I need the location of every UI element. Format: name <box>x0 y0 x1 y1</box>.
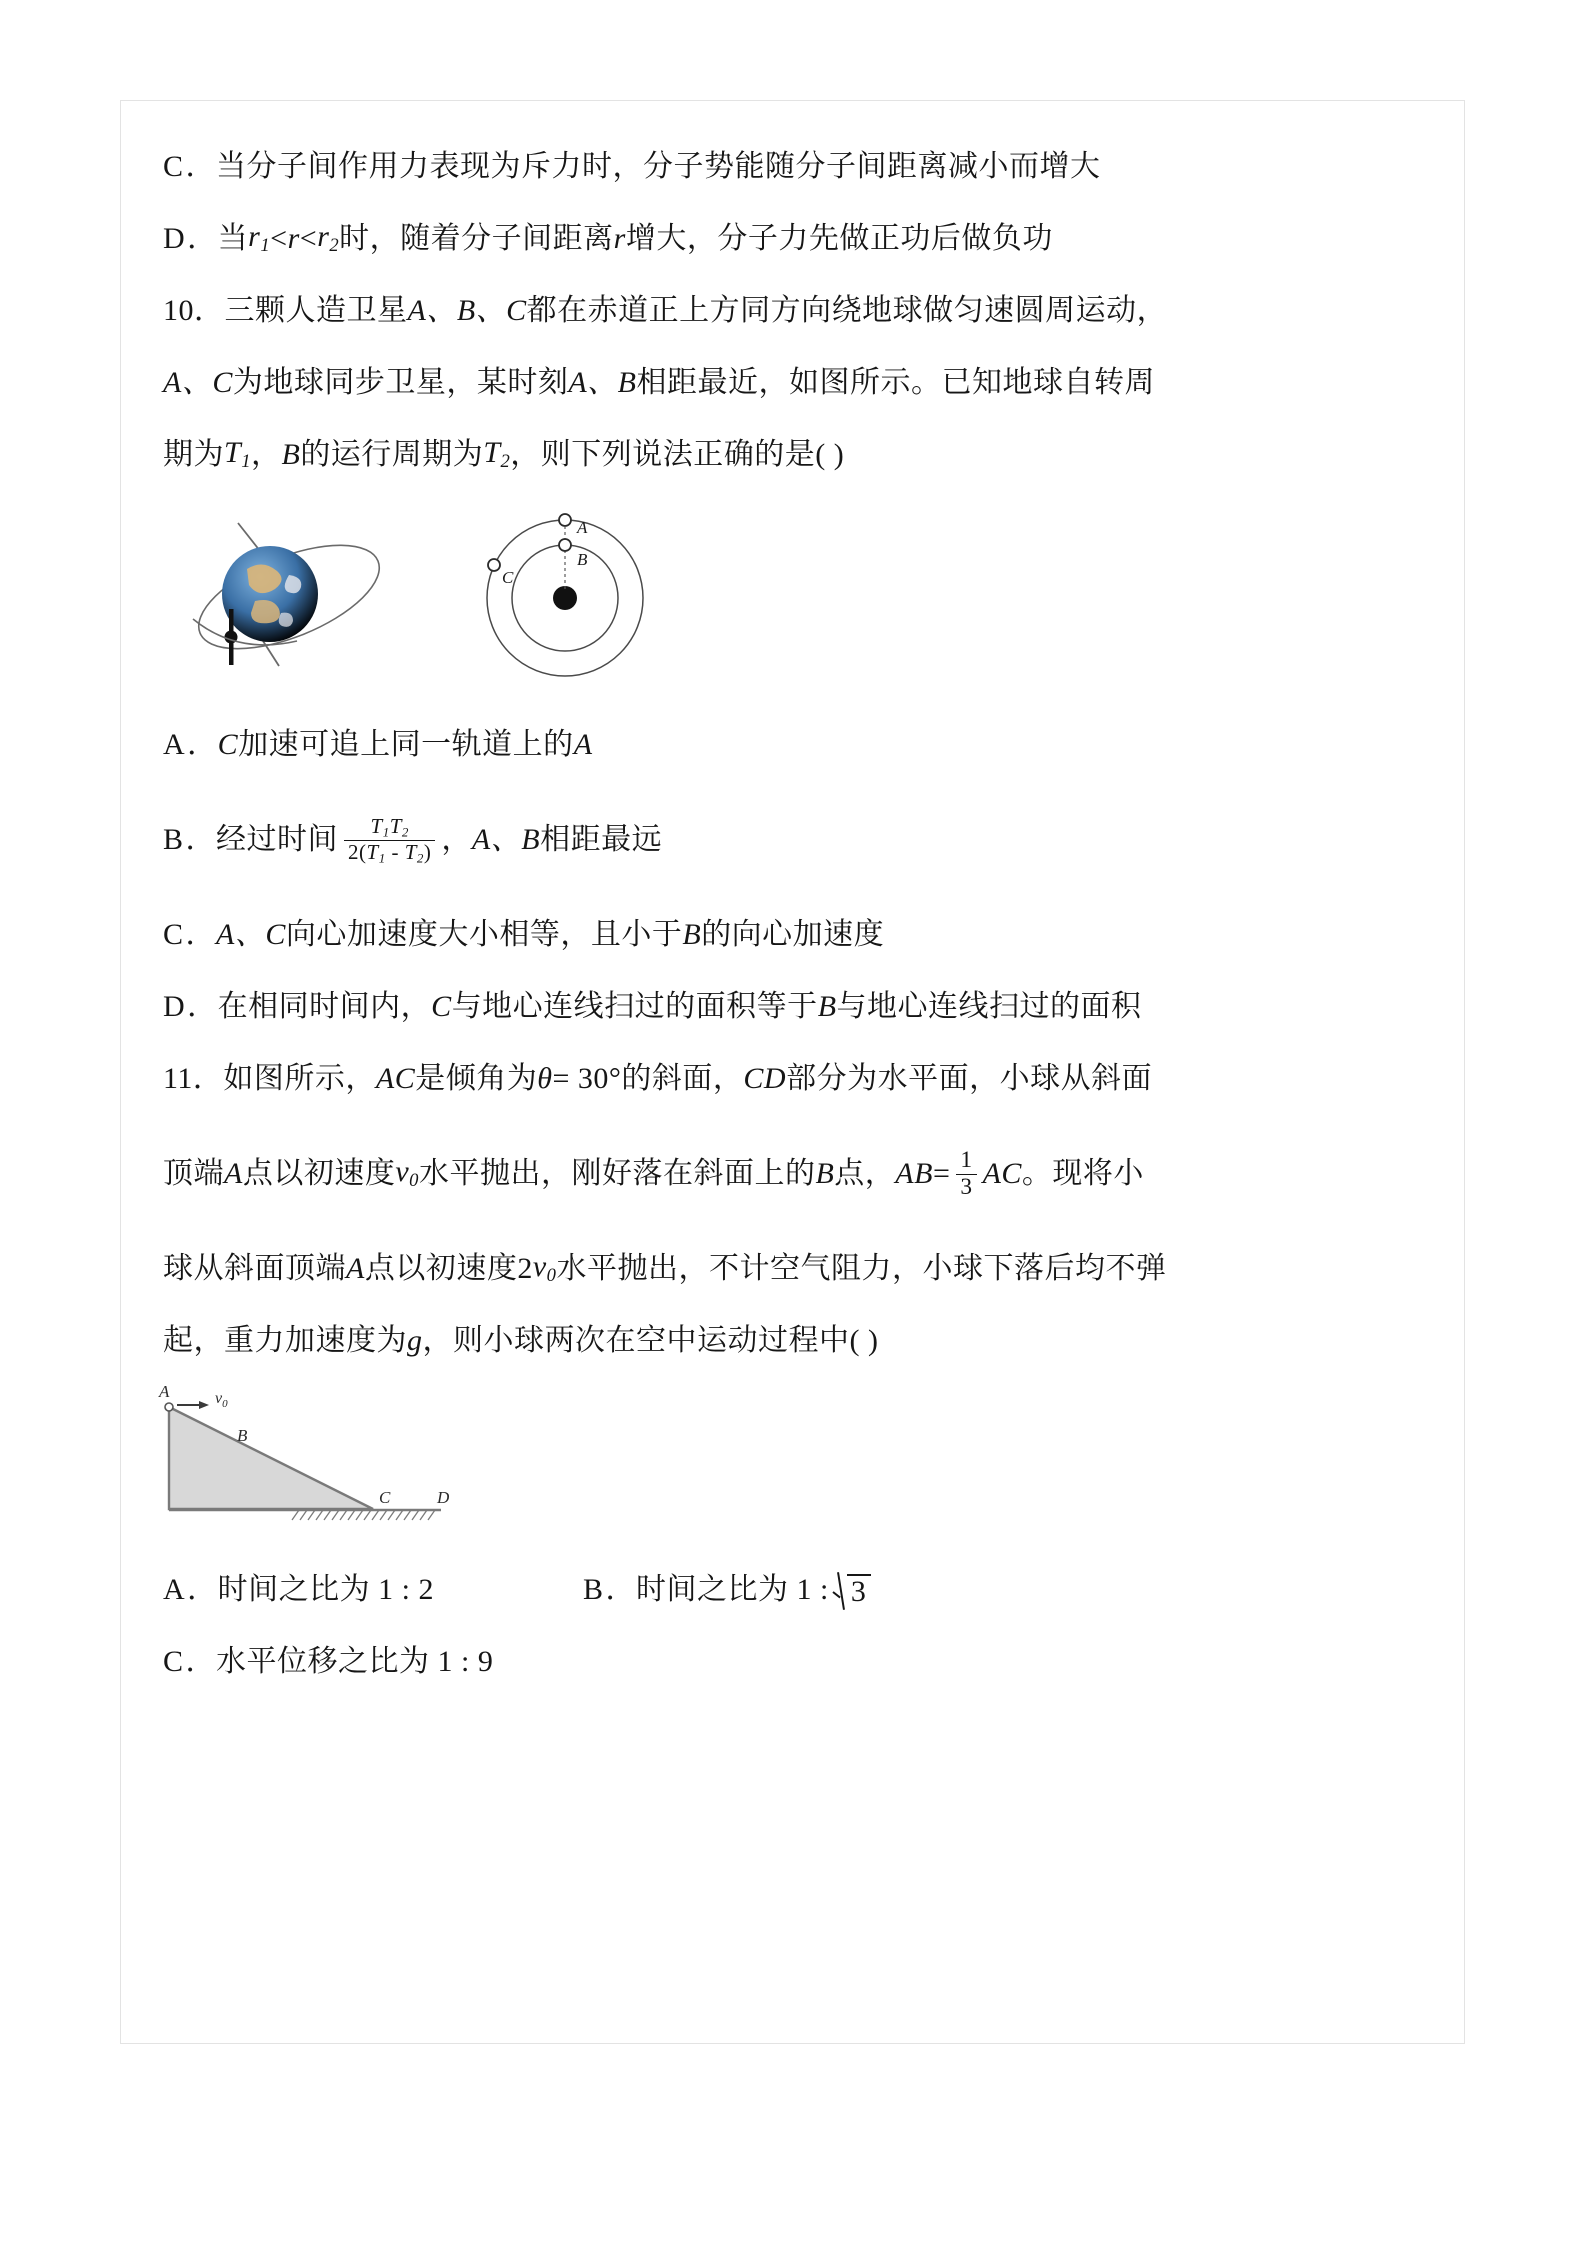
q9-option-c-text: 当分子间作用力表现为斥力时，分子势能随分子间距离减小而增大 <box>216 150 1101 183</box>
q11-theta: θ <box>537 1062 553 1095</box>
velocity-arrow-head <box>199 1401 209 1409</box>
inclined-plane-icon <box>141 1379 501 1544</box>
q10-stem-2a: 为地球同步卫星，某时刻 <box>232 366 569 399</box>
earth-center-dot <box>553 586 577 610</box>
q11-stem-line-4 <box>163 1305 1422 1377</box>
earth-globe-icon <box>185 501 415 701</box>
option-dot: ． <box>187 1573 218 1606</box>
satellite-c-dot <box>488 559 500 571</box>
option-dot: ． <box>185 150 217 183</box>
var-T2: $T_2$ <box>483 436 511 473</box>
q10-vars-abc: A、B、C <box>407 294 527 327</box>
q10-opt-d-var-b: B <box>817 990 837 1023</box>
q11-seg-cd: CD <box>743 1062 787 1095</box>
globe-sphere <box>222 546 318 642</box>
q11-point-a-2: A <box>346 1252 365 1285</box>
q11-stem-1d: 部分为水平面，小球从斜面 <box>786 1062 1153 1095</box>
q10-stem-line-3 <box>163 419 1422 491</box>
q11-point-b: B <box>815 1157 835 1190</box>
q10-opt-a-var2: A <box>573 728 593 761</box>
q10-vars-ab: A、B <box>568 366 637 399</box>
var-r: r <box>287 222 300 255</box>
q11-option-c-label: C <box>163 1645 184 1678</box>
q11-stem-2c: 水平抛出，刚好落在斜面上的 <box>418 1157 816 1190</box>
document-page <box>120 100 1465 2044</box>
satellite-orbits-icon <box>473 503 658 693</box>
sqrt-tick <box>832 1574 848 1607</box>
q10-opt-a-var1: C <box>217 728 239 761</box>
q9-option-d-prefix: 当 <box>217 222 249 255</box>
q10-opt-b-prefix: 经过时间 <box>216 823 339 856</box>
option-dot: ． <box>187 222 218 255</box>
q11-stem-line-3 <box>163 1233 1422 1305</box>
q10-opt-c-var-b: B <box>682 918 702 951</box>
q11-option-a-text: 时间之比为 1 : 2 <box>217 1573 435 1606</box>
satellite-b-label: B <box>577 550 588 569</box>
q9-option-d-suffix: 增大，分子力先做正功后做负功 <box>625 222 1053 255</box>
q11-stem-3c: 水平抛出，不计空气阻力，小球下落后均不弹 <box>556 1252 1167 1285</box>
q11-v0: $v_0$ <box>395 1155 419 1192</box>
lt-sign-1: < <box>270 222 288 255</box>
q11-option-c-text: 水平位移之比为 1 : 9 <box>216 1645 494 1678</box>
q9-option-d-label: D <box>163 222 186 255</box>
orbit-circles-figure <box>473 503 658 698</box>
q10-stem-3a: 期为 <box>163 438 224 471</box>
q11-point-a: A <box>224 1157 243 1190</box>
q11-coef-2: 2 <box>517 1252 533 1285</box>
q11-stem-1a: 如图所示， <box>223 1062 376 1095</box>
q10-figure <box>163 497 1422 709</box>
q10-opt-d-suffix: 与地心连线扫过的面积 <box>836 990 1142 1023</box>
ball-at-a <box>165 1403 173 1411</box>
q10-option-c-label: C <box>163 918 184 951</box>
fraction-numerator: 1 <box>960 1147 973 1174</box>
q10-option-c <box>163 899 1422 971</box>
q10-option-b-label: B <box>163 823 184 856</box>
q11-stem-line-1 <box>163 1043 1422 1115</box>
q11-option-c <box>163 1626 1422 1698</box>
q11-stem-3b: 点以初速度 <box>364 1252 518 1285</box>
q11-stem-2a: 顶端 <box>163 1157 224 1190</box>
q10-opt-b-comma: ， <box>441 823 472 856</box>
q11-option-b-label: B <box>583 1573 604 1606</box>
incline-figure <box>141 1379 501 1549</box>
q11-stem-2e: 。现将小 <box>1021 1157 1144 1190</box>
q10-opt-c-mid: 向心加速度大小相等，且小于 <box>285 918 683 951</box>
q11-seg-ab: AB <box>895 1157 933 1190</box>
q10-stem-3b: ， <box>250 438 282 471</box>
q11-option-b-text: 时间之比为 1 : <box>636 1573 829 1606</box>
label-point-b: B <box>237 1426 248 1445</box>
q10-stem-3d: ，则下列说法正确的是( ) <box>510 438 845 471</box>
satellite-a-dot <box>559 514 571 526</box>
q10-opt-c-vars: A、C <box>216 918 286 951</box>
option-dot: ． <box>187 728 218 761</box>
q9-option-c <box>163 131 1422 203</box>
question-dot: ． <box>194 294 225 327</box>
q11-seg-ac-2: AC <box>982 1157 1022 1190</box>
q10-option-a <box>163 709 1422 781</box>
q11-option-b <box>583 1574 871 1607</box>
q11-number: 11 <box>163 1062 193 1095</box>
var-r-mid: r <box>613 222 626 255</box>
q11-stem-2d: 点， <box>834 1157 896 1190</box>
q10-option-b <box>163 781 1422 899</box>
label-point-d: D <box>437 1488 450 1507</box>
q11-g: g <box>407 1324 423 1357</box>
period-fraction <box>344 813 435 866</box>
q11-stem-2b: 点以初速度 <box>242 1157 396 1190</box>
q10-stem-line-1 <box>163 275 1422 347</box>
q10-opt-b-vars: A、B <box>471 823 541 856</box>
q10-opt-c-suffix: 的向心加速度 <box>701 918 885 951</box>
q11-stem-4b: ，则小球两次在空中运动过程中( ) <box>422 1324 879 1357</box>
q10-vars-ac: A、C <box>163 366 233 399</box>
q11-stem-3a: 球从斜面顶端 <box>163 1252 346 1285</box>
option-dot: ． <box>187 990 218 1023</box>
satellite-a-label: A <box>577 518 588 537</box>
lt-sign-2: < <box>299 222 318 255</box>
option-dot: ． <box>605 1573 637 1606</box>
q10-option-d-label: D <box>163 990 186 1023</box>
q10-opt-a-mid: 加速可追上同一轨道上的 <box>238 728 574 761</box>
sqrt-radicand: 3 <box>847 1574 872 1607</box>
q11-option-a <box>163 1575 583 1605</box>
fraction-numerator: $T_1T_2$ <box>370 813 409 840</box>
var-T1: $T_1$ <box>224 436 251 473</box>
question-dot: ． <box>192 1062 224 1095</box>
label-velocity: $v_0$ <box>215 1390 228 1410</box>
cloud-2 <box>279 613 293 627</box>
q10-opt-b-suffix: 相距最远 <box>540 823 663 856</box>
q11-stem-1c: = 30°的斜面， <box>552 1062 744 1095</box>
q10-opt-d-var-c: C <box>431 990 452 1023</box>
fraction-denominator: $2(T_1 - T_2)$ <box>348 839 432 866</box>
satellite-b-dot <box>559 539 571 551</box>
q11-stem-1b: 是倾角为 <box>415 1062 538 1095</box>
q10-stem-line-2 <box>163 347 1422 419</box>
q10-opt-d-prefix: 在相同时间内， <box>217 990 432 1023</box>
q11-stem-4a: 起，重力加速度为 <box>163 1324 407 1357</box>
q10-number: 10 <box>163 294 194 327</box>
sqrt-symbol <box>832 1574 872 1607</box>
var-r1: $r_1$ <box>248 220 271 257</box>
option-dot: ． <box>185 823 217 856</box>
q11-equals: = <box>932 1157 951 1190</box>
option-dot: ． <box>185 918 217 951</box>
q11-2v0: $v_0$ <box>532 1250 557 1287</box>
satellite-c-label: C <box>502 568 514 587</box>
var-r2: $r_2$ <box>317 220 340 257</box>
label-point-c: C <box>379 1488 391 1507</box>
q10-stem-b: 都在赤道正上方同方向绕地球做匀速圆周运动， <box>526 294 1168 327</box>
q11-stem-line-2 <box>163 1115 1422 1233</box>
q10-opt-d-mid: 与地心连线扫过的面积等于 <box>451 990 818 1023</box>
q10-stem-3c: 的运行周期为 <box>300 438 484 471</box>
q10-stem-a: 三颗人造卫星 <box>224 294 408 327</box>
option-dot: ． <box>185 1645 217 1678</box>
label-point-a: A <box>159 1382 170 1401</box>
earth-globe-figure <box>185 501 415 706</box>
q10-option-d <box>163 971 1422 1043</box>
one-third-fraction <box>956 1149 976 1199</box>
q10-stem-2b: 相距最近，如图所示。已知地球自转周 <box>636 366 1155 399</box>
q11-seg-ac: AC <box>375 1062 416 1095</box>
q11-option-a-label: A <box>163 1573 186 1606</box>
ground-hatching <box>292 1510 435 1520</box>
q11-figure <box>159 1379 1422 1554</box>
q9-option-c-label: C <box>163 150 184 183</box>
q9-option-d-mid: 时，随着分子间距离 <box>339 222 614 255</box>
var-B: B <box>281 438 301 471</box>
q10-option-a-label: A <box>163 728 186 761</box>
q9-option-d <box>163 203 1422 275</box>
q11-options-row-1 <box>163 1554 1422 1626</box>
incline-triangle <box>169 1407 373 1509</box>
fraction-denominator: 3 <box>960 1173 973 1200</box>
